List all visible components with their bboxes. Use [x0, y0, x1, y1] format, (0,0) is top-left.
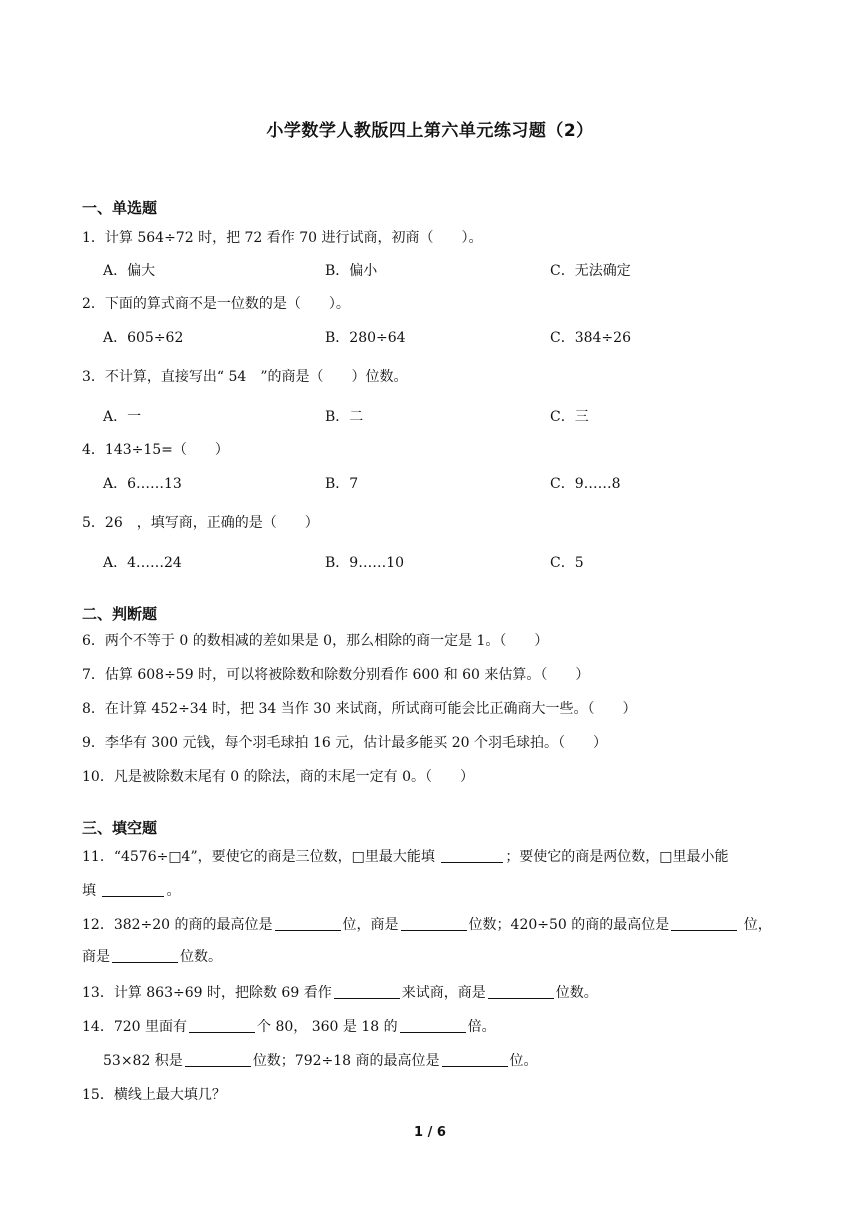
option-4b: B．7 [325, 476, 359, 492]
question-14-text-b: 个 80， 360 是 18 的 [257, 1019, 398, 1035]
blank-14-4[interactable] [442, 1052, 508, 1067]
question-14-line2 [103, 1050, 538, 1070]
option-1a: A．偏大 [103, 263, 156, 279]
page-title: 小学数学人教版四上第六单元练习题（2） [266, 121, 594, 141]
section-heading-single-choice: 一、单选题 [82, 199, 158, 217]
blank-14-2[interactable] [400, 1018, 466, 1033]
option-3b: B．二 [325, 409, 364, 425]
section-heading-true-false: 二、判断题 [82, 605, 158, 623]
option-4c: C．9……8 [550, 476, 621, 492]
question-14-text-d: 53×82 积是 [103, 1053, 183, 1069]
question-12-text-a: 12．382÷20 的商的最高位是 [82, 917, 273, 933]
page-number: 1 / 6 [414, 1125, 446, 1140]
question-3: 3．不计算，直接写出“ 54 ”的商是（ ）位数。 [82, 369, 408, 385]
question-1: 1．计算 564÷72 时，把 72 看作 70 进行试商，初商（ ）。 [82, 230, 483, 246]
option-1b: B．偏小 [325, 263, 378, 279]
question-14-text-a: 14．720 里面有 [82, 1019, 187, 1035]
question-9: 9．李华有 300 元钱，每个羽毛球拍 16 元，估计最多能买 20 个羽毛球拍。（ ） [82, 735, 607, 751]
question-12-text-c: 位数；420÷50 的商的最高位是 [468, 917, 670, 933]
option-2c: C．384÷26 [550, 330, 631, 346]
question-2: 2．下面的算式商不是一位数的是（ ）。 [82, 296, 350, 312]
question-12-line1 [82, 914, 772, 934]
blank-12-2[interactable] [401, 916, 467, 931]
question-5: 5．26 ，填写商，正确的是（ ） [82, 515, 319, 531]
blank-12-3[interactable] [671, 916, 737, 931]
question-11-text-a: 11．“4576÷□4”，要使它的商是三位数，□里最大能填 [82, 849, 440, 865]
option-5c: C．5 [550, 555, 584, 571]
blank-12-4[interactable] [112, 948, 178, 963]
option-3c: C．三 [550, 409, 589, 425]
question-11-text-c: 填 [82, 883, 101, 899]
question-7: 7．估算 608÷59 时，可以将被除数和除数分别看作 600 和 60 来估算。（ ） [82, 667, 590, 683]
section-heading-fill-blank: 三、填空题 [82, 819, 158, 837]
option-5a: A．4……24 [103, 555, 182, 571]
question-12-text-d: 位， [739, 917, 772, 933]
blank-14-1[interactable] [189, 1018, 255, 1033]
blank-14-3[interactable] [185, 1052, 251, 1067]
option-1c: C．无法确定 [550, 263, 631, 279]
question-11-text-d: 。 [166, 883, 181, 899]
question-12-text-f: 位数。 [180, 949, 222, 965]
blank-12-1[interactable] [275, 916, 341, 931]
question-13-text-c: 位数。 [555, 985, 598, 1001]
question-6: 6．两个不等于 0 的数相减的差如果是 0，那么相除的商一定是 1。（ ） [82, 633, 549, 649]
question-11-line2 [82, 880, 180, 900]
question-11-text-b: ；要使它的商是两位数，□里最小能 [505, 849, 729, 865]
question-13 [82, 982, 598, 1002]
question-11-line1 [82, 846, 729, 866]
blank-11-2[interactable] [102, 882, 164, 897]
blank-13-1[interactable] [334, 984, 400, 999]
blank-13-2[interactable] [488, 984, 554, 999]
question-14-text-c: 倍。 [467, 1019, 496, 1035]
blank-11-1[interactable] [441, 848, 503, 863]
question-13-text-b: 来试商，商是 [401, 985, 486, 1001]
question-4: 4．143÷15=（ ） [82, 442, 229, 458]
question-14-text-e: 位数；792÷18 商的最高位是 [252, 1053, 440, 1069]
question-14-text-f: 位。 [509, 1053, 538, 1069]
question-14-line1 [82, 1016, 496, 1036]
question-15: 15．横线上最大填几？ [82, 1087, 226, 1103]
question-10: 10．凡是被除数末尾有 0 的除法，商的末尾一定有 0。（ ） [82, 769, 474, 785]
option-2a: A．605÷62 [103, 330, 184, 346]
question-12-line2 [82, 946, 222, 966]
question-12-text-e: 商是 [82, 949, 110, 965]
question-12-text-b: 位，商是 [342, 917, 399, 933]
question-13-text-a: 13．计算 863÷69 时，把除数 69 看作 [82, 985, 332, 1001]
option-3a: A．一 [103, 409, 142, 425]
question-8: 8．在计算 452÷34 时，把 34 当作 30 来试商，所试商可能会比正确商大一些。（ ） [82, 701, 637, 717]
option-5b: B．9……10 [325, 555, 405, 571]
option-4a: A．6……13 [103, 476, 182, 492]
option-2b: B．280÷64 [325, 330, 406, 346]
